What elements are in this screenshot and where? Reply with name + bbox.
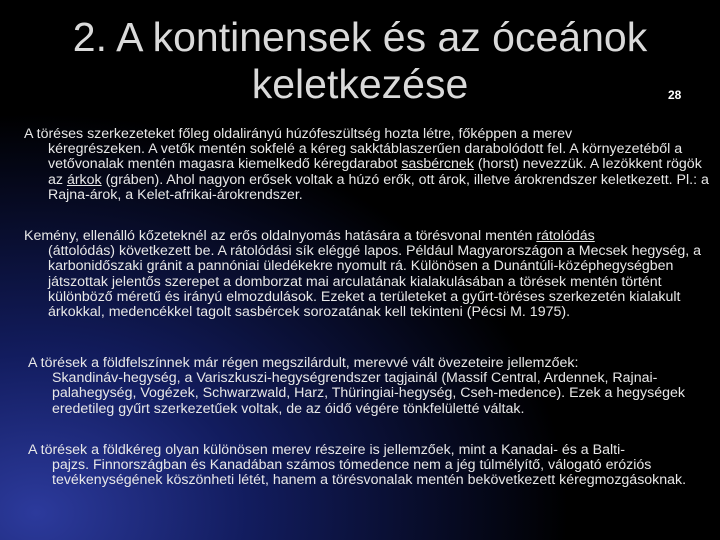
term-ratolodas: rátolódás	[536, 228, 595, 244]
paragraph-lead	[24, 229, 716, 244]
slide-title-line-2: keletkezése	[251, 61, 469, 107]
paragraph-body	[24, 142, 716, 203]
term-arkok: árkok	[66, 171, 102, 188]
paragraph-rigid-zones	[28, 356, 720, 417]
paragraph-body: pajzs. Finnországban és Kanadában számos tómedence nem a jég túlmélyítő, válogató eróziós tevékenységének köszönheti létét, hanem a törésvonalak mentén bekövetkezett kéregmozgásoknak.	[52, 457, 687, 489]
paragraph-text: kéregrészeken. A vetők mentén sokfelé a kéreg sakktáblaszerűen darabolódott fel. A környezetéből a vetővonalak mentén magasra kiemelkedő kéregdarabot	[48, 141, 683, 173]
paragraph-shields	[28, 443, 720, 489]
paragraph-text: (gráben). Ahol nagyon erősek voltak a húzó erők, ott árok, illetve árokrendszer keletkezett. Pl.: a Rajna-árok, a Kelet-afrikai-árokrendszer.	[48, 171, 709, 203]
paragraph-body: Skandináv-hegység, a Variszkuszi-hegységrendszer tagjainál (Massif Central, Ardennek, Rajnai-palahegység, Vogézek, Schwarzwald, Harz, Thüringiai-hegység, Cseh-medence). Ezek a hegységek eredetileg gyűrt szerkezetűek voltak, de az óidő végére tönkfelületté váltak.	[52, 370, 686, 417]
term-sasberc: sasbércnek	[401, 156, 474, 173]
paragraph-body: (áttolódás) következett be. A rátolódási sík eléggé lapos. Például Magyarországon a Mecsek hegység, a karbonidőszaki gránit a pannóniai üledékekre nyomult rá. Különösen a Dunántúli-középhegységben játszottak jelentős szerepet a domborzat mai arculatának kialakulásában a törések mentén történt különböző méretű és irányú elmozdulások. Ezeket a területeket a gyűrt-töréses szerkezetén kialakult árkokkal, medencékkel tagolt sasbércek sorozatának kell tekinteni (Pécsi M. 1975).	[48, 243, 702, 321]
paragraph-text: (horst) nevezzük. A lezökkent rögök az	[48, 156, 702, 188]
paragraph-lead: A törések a földfelszínnek már régen megszilárdult, merevvé vált övezeteire jellemzőek:	[28, 355, 579, 371]
slide-title-line-1: 2. A kontinensek és az óceánok	[72, 14, 648, 60]
paragraph-lead: A törések a földkéreg olyan különösen merev részeire is jellemzőek, mint a Kanadai- és a Balti-	[28, 442, 625, 458]
paragraph-text: Kemény, ellenálló kőzeteknél az erős oldalnyomás hatására a törésvonal mentén	[24, 228, 537, 244]
slide-number: 28	[668, 88, 682, 102]
paragraph-thrust	[24, 229, 716, 320]
paragraph-fault-structures	[24, 127, 716, 203]
paragraph-lead: A töréses szerkezeteket főleg oldalirányú húzófeszültség hozta létre, főképpen a merev	[24, 126, 573, 142]
slide-title	[0, 14, 720, 108]
